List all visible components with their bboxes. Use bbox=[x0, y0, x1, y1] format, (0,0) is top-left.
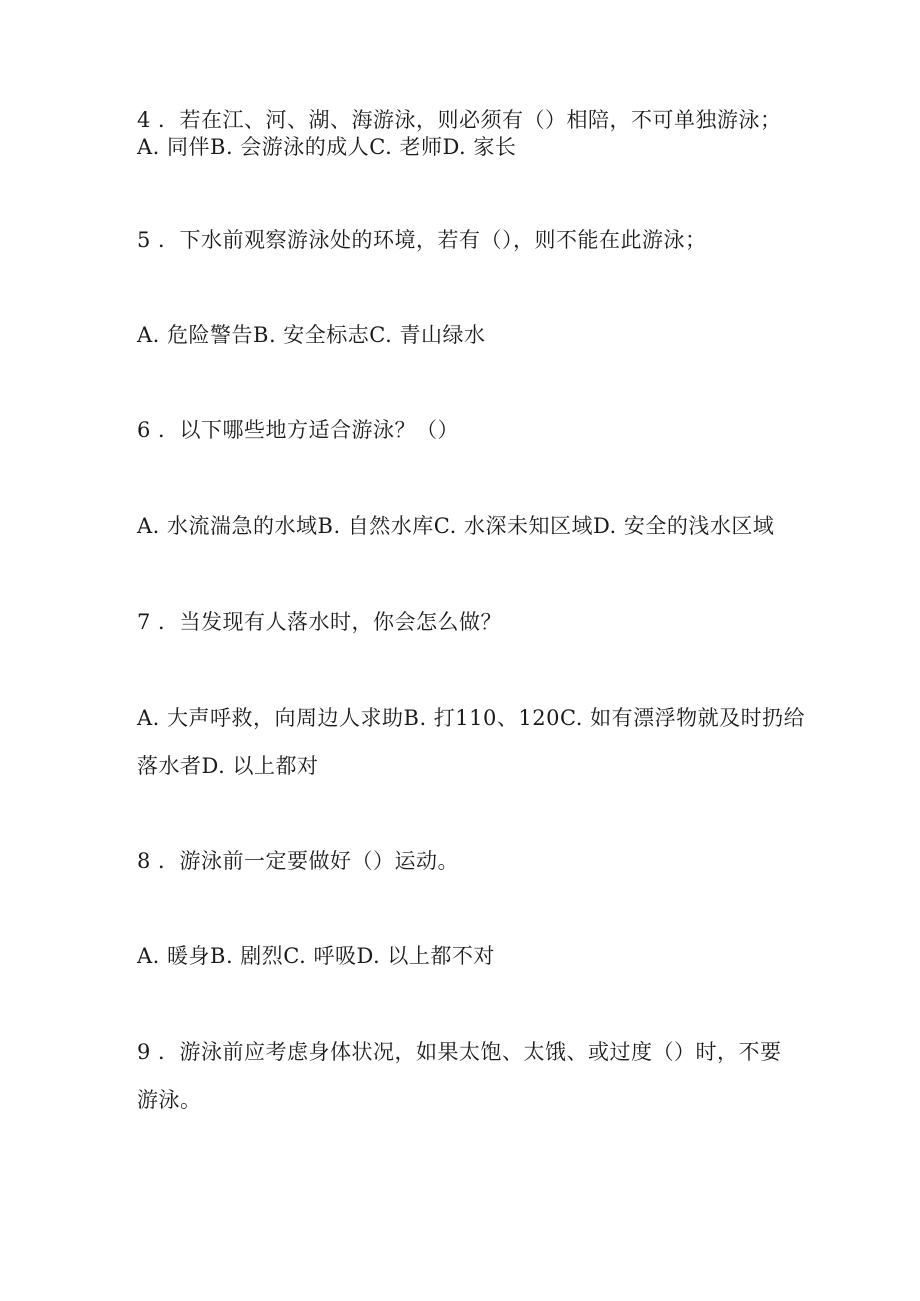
question-8-options: A. 暖身B. 剧烈C. 呼吸D. 以上都不对 bbox=[137, 944, 495, 968]
question-6-stem: 6 ．以下哪些地方适合游泳？（） bbox=[137, 418, 460, 442]
question-4-stem: 4 ．若在江、河、湖、海游泳，则必须有（）相陪，不可单独游泳； bbox=[137, 108, 782, 132]
question-7-options-line-2: 落水者D. 以上都对 bbox=[137, 754, 319, 778]
question-7-stem: 7 ．当发现有人落水时，你会怎么做？ bbox=[137, 610, 503, 634]
question-6-options: A. 水流湍急的水域B. 自然水库C. 水深未知区域D. 安全的浅水区域 bbox=[137, 514, 775, 538]
question-5-options: A. 危险警告B. 安全标志C. 青山绿水 bbox=[137, 323, 486, 347]
question-7-options-line-1: A. 大声呼救，向周边人求助B. 打110、120C. 如有漂浮物就及时扔给 bbox=[137, 706, 806, 730]
question-5-stem: 5 ．下水前观察游泳处的环境，若有（），则不能在此游泳； bbox=[137, 228, 707, 252]
question-9-stem-line-1: 9 ．游泳前应考虑身体状况，如果太饱、太饿、或过度（）时，不要 bbox=[137, 1040, 782, 1064]
question-9-stem-line-2: 游泳。 bbox=[137, 1088, 202, 1112]
question-8-stem: 8 ．游泳前一定要做好（）运动。 bbox=[137, 849, 460, 873]
question-4-options: A. 同伴B. 会游泳的成人C. 老师D. 家长 bbox=[137, 135, 517, 159]
